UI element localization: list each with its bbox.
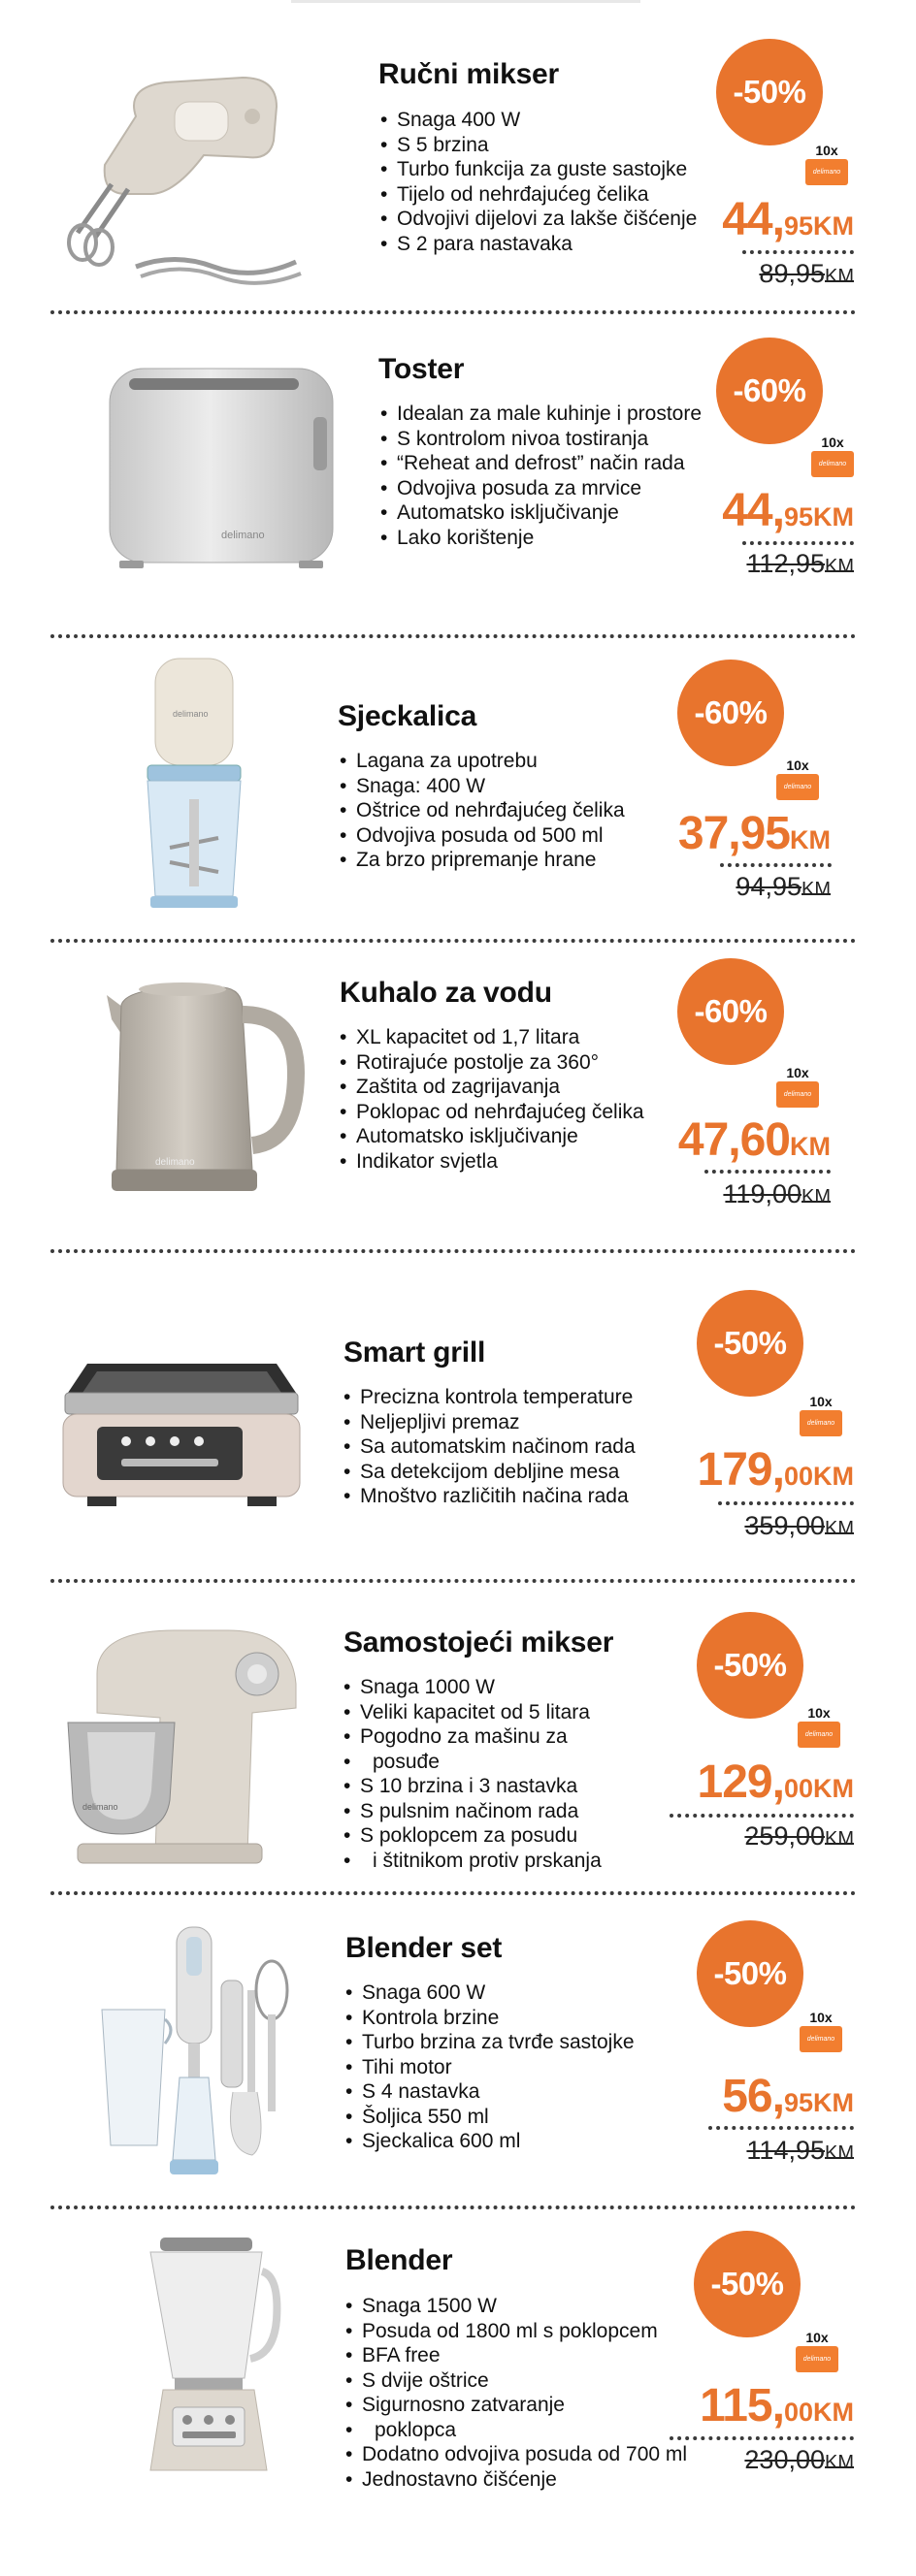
- price-divider: [742, 541, 854, 545]
- feature-item: • Pogodno za mašinu za: [344, 1724, 602, 1750]
- product-hand-mixer: [0, 0, 916, 320]
- feature-item: • Tihi motor: [345, 2055, 635, 2080]
- feature-item: • Snaga 400 W: [380, 108, 697, 133]
- feature-list: [380, 108, 697, 256]
- loyalty-card: [798, 1705, 840, 1748]
- feature-item: • Precizna kontrola temperature: [344, 1385, 636, 1410]
- feature-item: • Veliki kapacitet od 5 litara: [344, 1700, 602, 1725]
- card-quantity: 10x: [786, 1065, 809, 1080]
- price-divider: [670, 2436, 854, 2440]
- brand-logo: delimano: [800, 2026, 842, 2052]
- new-price: 56,95KM: [722, 2071, 854, 2122]
- discount-badge: -50%: [716, 39, 823, 145]
- feature-item: • S 5 brzina: [380, 133, 697, 158]
- loyalty-card: [805, 143, 848, 185]
- feature-item: • Snaga 600 W: [345, 1980, 635, 2006]
- feature-item: • poklopca: [345, 2418, 687, 2443]
- discount-badge: -50%: [697, 1612, 803, 1719]
- price-divider: [742, 250, 854, 254]
- feature-item: • Snaga 1500 W: [345, 2294, 687, 2319]
- price-divider: [704, 1170, 831, 1174]
- feature-item: • Posuda od 1800 ml s poklopcem: [345, 2319, 687, 2344]
- feature-list: [345, 2294, 687, 2492]
- feature-item: • Turbo brzina za tvrđe sastojke: [345, 2030, 635, 2055]
- feature-list: [340, 1025, 644, 1174]
- old-price: 94,95KM: [736, 872, 831, 901]
- card-quantity: 10x: [807, 1705, 831, 1721]
- discount-badge: -50%: [694, 2231, 801, 2337]
- feature-item: • posuđe: [344, 1750, 602, 1775]
- feature-item: • Turbo funkcija za guste sastojke: [380, 157, 697, 182]
- feature-item: • S pulsnim načinom rada: [344, 1799, 602, 1824]
- discount-badge: -60%: [677, 958, 784, 1065]
- card-quantity: 10x: [809, 2010, 833, 2025]
- feature-item: • Poklopac od nehrđajućeg čelika: [340, 1100, 644, 1125]
- feature-item: • Sa detekcijom debljine mesa: [344, 1460, 636, 1485]
- feature-item: • S dvije oštrice: [345, 2368, 687, 2394]
- feature-item: • Automatsko isključivanje: [340, 1124, 644, 1149]
- price-divider: [708, 2126, 854, 2130]
- feature-item: • “Reheat and defrost” način rada: [380, 451, 702, 476]
- feature-item: • Mnoštvo različitih načina rada: [344, 1484, 636, 1509]
- card-quantity: 10x: [786, 757, 809, 773]
- price-divider: [670, 1814, 854, 1818]
- feature-item: • Jednostavno čišćenje: [345, 2467, 687, 2493]
- feature-item: • Dodatno odvojiva posuda od 700 ml: [345, 2442, 687, 2467]
- feature-item: • S 10 brzina i 3 nastavka: [344, 1774, 602, 1799]
- brand-logo: delimano: [796, 2346, 838, 2372]
- brand-logo: delimano: [776, 774, 819, 800]
- feature-item: • Za brzo pripremanje hrane: [340, 848, 625, 873]
- feature-item: • Odvojiva posuda za mrvice: [380, 476, 702, 501]
- feature-item: • Lagana za upotrebu: [340, 749, 625, 774]
- feature-item: • Idealan za male kuhinje i prostore: [380, 402, 702, 427]
- new-price: 37,95KM: [677, 808, 831, 859]
- blender-set-image: [97, 1922, 320, 2184]
- feature-item: • Sa automatskim načinom rada: [344, 1434, 636, 1460]
- feature-item: • Odvojivi dijelovi za lakše čišćenje: [380, 207, 697, 232]
- product-title: Toster: [378, 353, 465, 385]
- old-price: 114,95KM: [746, 2136, 854, 2165]
- new-price: 44,95KM: [722, 194, 854, 245]
- old-price: 112,95KM: [746, 549, 854, 578]
- feature-list: [344, 1385, 636, 1509]
- svg-text:delimano: delimano: [82, 1802, 118, 1812]
- feature-item: • Sjeckalica 600 ml: [345, 2129, 635, 2154]
- feature-item: • Automatsko isključivanje: [380, 500, 702, 526]
- feature-item: • BFA free: [345, 2343, 687, 2368]
- feature-item: • S 2 para nastavaka: [380, 232, 697, 257]
- product-title: Smart grill: [344, 1336, 486, 1368]
- product-title: Blender: [345, 2244, 453, 2276]
- card-quantity: 10x: [805, 2330, 829, 2345]
- chopper-image: [136, 654, 252, 916]
- old-price: 230,00KM: [744, 2445, 854, 2474]
- toaster-image: [105, 359, 343, 577]
- old-price: 359,00KM: [744, 1511, 854, 1540]
- loyalty-card: [800, 1394, 842, 1436]
- feature-item: • Indikator svjetla: [340, 1149, 644, 1175]
- price-divider: [720, 863, 832, 867]
- loyalty-card: [800, 2010, 842, 2052]
- old-price: 89,95KM: [759, 259, 854, 288]
- product-stand-mixer: [0, 1583, 916, 1893]
- feature-list: [345, 1980, 635, 2154]
- card-quantity: 10x: [815, 143, 838, 158]
- new-price: 44,95KM: [722, 485, 854, 536]
- discount-badge: -60%: [716, 338, 823, 444]
- product-toaster: [0, 320, 916, 630]
- new-price: 179,00KM: [697, 1444, 854, 1496]
- feature-item: • Rotirajuće postolje za 360°: [340, 1050, 644, 1076]
- loyalty-card: [796, 2330, 838, 2372]
- product-blender: [0, 2207, 916, 2576]
- section-divider: [50, 1249, 856, 1253]
- svg-text:delimano: delimano: [221, 530, 265, 541]
- feature-item: • Neljepljivi premaz: [344, 1410, 636, 1435]
- new-price: 129,00KM: [697, 1756, 854, 1808]
- feature-item: • Odvojiva posuda od 500 ml: [340, 823, 625, 849]
- svg-text:delimano: delimano: [173, 709, 209, 719]
- brand-logo: delimano: [800, 1410, 842, 1436]
- feature-item: • S 4 nastavka: [345, 2079, 635, 2105]
- card-quantity: 10x: [821, 435, 844, 450]
- feature-item: • XL kapacitet od 1,7 litara: [340, 1025, 644, 1050]
- card-quantity: 10x: [809, 1394, 833, 1409]
- feature-item: • Lako korištenje: [380, 526, 702, 551]
- product-kettle: [0, 939, 916, 1259]
- loyalty-card: [776, 757, 819, 800]
- price-divider: [718, 1501, 854, 1505]
- product-smart-grill: [0, 1259, 916, 1579]
- blender-image: [136, 2233, 281, 2480]
- feature-list: [380, 402, 702, 550]
- feature-item: • Tijelo od nehrđajućeg čelika: [380, 182, 697, 208]
- product-title: Ručni mikser: [378, 58, 560, 90]
- brand-logo: delimano: [805, 159, 848, 185]
- brand-logo: delimano: [798, 1722, 840, 1748]
- feature-list: [340, 749, 625, 873]
- feature-item: • Zaštita od zagrijavanja: [340, 1075, 644, 1100]
- feature-item: • Sigurnosno zatvaranje: [345, 2393, 687, 2418]
- feature-item: • Šoljica 550 ml: [345, 2105, 635, 2130]
- grill-image: [53, 1354, 306, 1514]
- product-title: Samostojeći mikser: [344, 1626, 614, 1658]
- svg-text:delimano: delimano: [155, 1157, 195, 1168]
- brand-logo: delimano: [776, 1081, 819, 1108]
- feature-item: • Snaga 1000 W: [344, 1675, 602, 1700]
- kettle-image: [97, 976, 311, 1208]
- discount-badge: -60%: [677, 660, 784, 766]
- brand-logo: delimano: [811, 451, 854, 477]
- feature-list: [344, 1675, 602, 1873]
- new-price: 47,60KM: [677, 1114, 831, 1166]
- product-blender-set: [0, 1893, 916, 2204]
- new-price: 115,00KM: [700, 2380, 854, 2431]
- old-price: 119,00KM: [723, 1179, 831, 1208]
- loyalty-card: [811, 435, 854, 477]
- product-title: Blender set: [345, 1932, 503, 1964]
- product-chopper: [0, 634, 916, 945]
- loyalty-card: [776, 1065, 819, 1108]
- hand-mixer-image: [58, 48, 311, 291]
- stand-mixer-image: [58, 1616, 311, 1868]
- product-title: Sjeckalica: [338, 700, 477, 732]
- feature-item: • Oštrice od nehrđajućeg čelika: [340, 798, 625, 823]
- feature-item: • S kontrolom nivoa tostiranja: [380, 427, 702, 452]
- old-price: 259,00KM: [744, 1821, 854, 1851]
- section-divider: [50, 310, 856, 314]
- feature-item: • S poklopcem za posudu: [344, 1823, 602, 1849]
- discount-badge: -50%: [697, 1920, 803, 2027]
- feature-item: • Kontrola brzine: [345, 2006, 635, 2031]
- feature-item: • i štitnikom protiv prskanja: [344, 1849, 602, 1874]
- product-title: Kuhalo za vodu: [340, 977, 552, 1009]
- discount-badge: -50%: [697, 1290, 803, 1397]
- feature-item: • Snaga: 400 W: [340, 774, 625, 799]
